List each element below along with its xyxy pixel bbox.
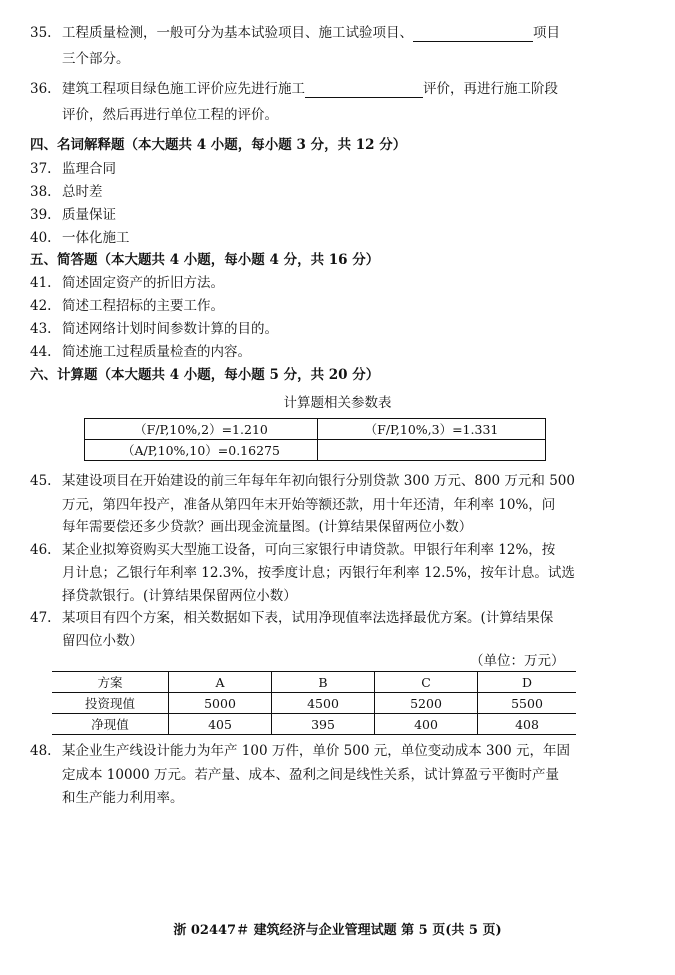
q46-line1: 某企业拟筹资购买大型施工设备，可向三家银行申请贷款。甲银行年利率 12%，按 bbox=[62, 542, 556, 558]
q36-text-b: 评价，再进行施工阶段 bbox=[423, 81, 558, 97]
section-5-note: （本大题共 4 小题，每小题 4 分，共 16 分） bbox=[97, 252, 380, 268]
plan-row1-b: 4500 bbox=[272, 693, 375, 714]
q37-number: 37. bbox=[30, 161, 52, 177]
q40-text: 一体化施工 bbox=[62, 230, 130, 246]
q36-number: 36. bbox=[30, 81, 52, 97]
plan-row2-d: 408 bbox=[478, 714, 577, 735]
plan-row1-c: 5200 bbox=[375, 693, 478, 714]
param-cell-fp-3: （F/P,10%,3）=1.331 bbox=[318, 419, 546, 440]
q47-number: 47. bbox=[30, 610, 52, 626]
q44-text: 简述施工过程质量检查的内容。 bbox=[62, 344, 251, 360]
plan-header-c: C bbox=[375, 672, 478, 693]
q36-answer-blank[interactable] bbox=[305, 83, 423, 98]
q38-number: 38. bbox=[30, 184, 52, 200]
q47-line2: 留四位小数） bbox=[62, 633, 143, 649]
section-4-title: 四、名词解释题 bbox=[30, 137, 125, 153]
plan-table-header-row bbox=[52, 672, 576, 693]
q43-number: 43. bbox=[30, 321, 52, 337]
q41-number: 41. bbox=[30, 275, 52, 291]
q35-text-a: 工程质量检测，一般可分为基本试验项目、施工试验项目、 bbox=[62, 25, 413, 41]
q35-number: 35. bbox=[30, 25, 52, 41]
q36-text-a: 建筑工程项目绿色施工评价应先进行施工 bbox=[62, 81, 305, 97]
q40-number: 40. bbox=[30, 230, 52, 246]
section-5-title: 五、简答题 bbox=[30, 252, 98, 268]
q48-line1: 某企业生产线设计能力为年产 100 万件，单价 500 元，单位变动成本 300 元，年固 bbox=[62, 743, 571, 759]
section-4-note: （本大题共 4 小题，每小题 3 分，共 12 分） bbox=[124, 137, 407, 153]
q35-text bbox=[62, 24, 560, 42]
q35-text-b: 项目 bbox=[533, 25, 560, 41]
plan-row2-c: 400 bbox=[375, 714, 478, 735]
section-6-heading bbox=[30, 366, 379, 384]
q35-text-line2: 三个部分。 bbox=[62, 51, 130, 67]
q46-number: 46. bbox=[30, 542, 52, 558]
plan-row2-label: 净现值 bbox=[52, 714, 169, 735]
q42-number: 42. bbox=[30, 298, 52, 314]
plan-header-a: A bbox=[169, 672, 272, 693]
q37-text: 监理合同 bbox=[62, 161, 116, 177]
plan-header-b: B bbox=[272, 672, 375, 693]
q46-line3: 择贷款银行。(计算结果保留两位小数） bbox=[62, 588, 297, 604]
q39-number: 39. bbox=[30, 207, 52, 223]
q41-text: 简述固定资产的折旧方法。 bbox=[62, 275, 224, 291]
param-table-title: 计算题相关参数表 bbox=[283, 395, 392, 411]
q44-number: 44. bbox=[30, 344, 52, 360]
page-footer: 浙 02447＃ 建筑经济与企业管理试题 第 5 页(共 5 页) bbox=[173, 923, 502, 938]
plan-row2-a: 405 bbox=[169, 714, 272, 735]
q42-text: 简述工程招标的主要工作。 bbox=[62, 298, 224, 314]
q39-text: 质量保证 bbox=[62, 207, 116, 223]
plan-header-d: D bbox=[478, 672, 577, 693]
q45-number: 45. bbox=[30, 473, 52, 489]
q46-line2: 月计息；乙银行年利率 12.3%，按季度计息；丙银行年利率 12.5%，按年计息。试选 bbox=[62, 565, 575, 581]
q43-text: 简述网络计划时间参数计算的目的。 bbox=[62, 321, 278, 337]
plan-table-unit: （单位：万元） bbox=[470, 653, 565, 669]
q38-text: 总时差 bbox=[62, 184, 103, 200]
section-6-note: （本大题共 4 小题，每小题 5 分，共 20 分） bbox=[97, 367, 380, 383]
plan-row1-a: 5000 bbox=[169, 693, 272, 714]
q36-text-line2: 评价，然后再进行单位工程的评价。 bbox=[62, 107, 278, 123]
plan-header-label: 方案 bbox=[97, 675, 123, 690]
q36-text bbox=[62, 80, 558, 98]
plan-table bbox=[52, 671, 576, 735]
q48-line2: 定成本 10000 万元。若产量、成本、盈利之间是线性关系，试计算盈亏平衡时产量 bbox=[62, 767, 560, 783]
plan-row2-b: 395 bbox=[272, 714, 375, 735]
plan-row1-label: 投资现值 bbox=[52, 693, 169, 714]
plan-table-row-npv bbox=[52, 714, 576, 735]
section-4-heading bbox=[30, 136, 406, 154]
q35-answer-blank[interactable] bbox=[413, 27, 533, 42]
q45-line2: 万元，第四年投产，准备从第四年末开始等额还款，用十年还清，年利率 10%，问 bbox=[62, 497, 556, 513]
section-6-title: 六、计算题 bbox=[30, 367, 98, 383]
section-5-heading bbox=[30, 251, 379, 269]
plan-row1-d: 5500 bbox=[478, 693, 577, 714]
q48-line3: 和生产能力利用率。 bbox=[62, 790, 184, 806]
q47-line1: 某项目有四个方案，相关数据如下表，试用净现值率法选择最优方案。(计算结果保 bbox=[62, 610, 554, 626]
param-cell-ap-10: （A/P,10%,10）=0.16275 bbox=[85, 440, 318, 461]
param-cell-fp-2: （F/P,10%,2）=1.210 bbox=[85, 419, 318, 440]
param-cell-empty bbox=[318, 440, 546, 461]
plan-table-row-investment bbox=[52, 693, 576, 714]
q45-line1: 某建设项目在开始建设的前三年每年年初向银行分别贷款 300 万元、800 万元和 500 bbox=[62, 473, 575, 489]
q48-number: 48. bbox=[30, 743, 52, 759]
q45-line3: 每年需要偿还多少贷款？画出现金流量图。(计算结果保留两位小数） bbox=[62, 519, 473, 535]
param-table bbox=[84, 418, 546, 461]
